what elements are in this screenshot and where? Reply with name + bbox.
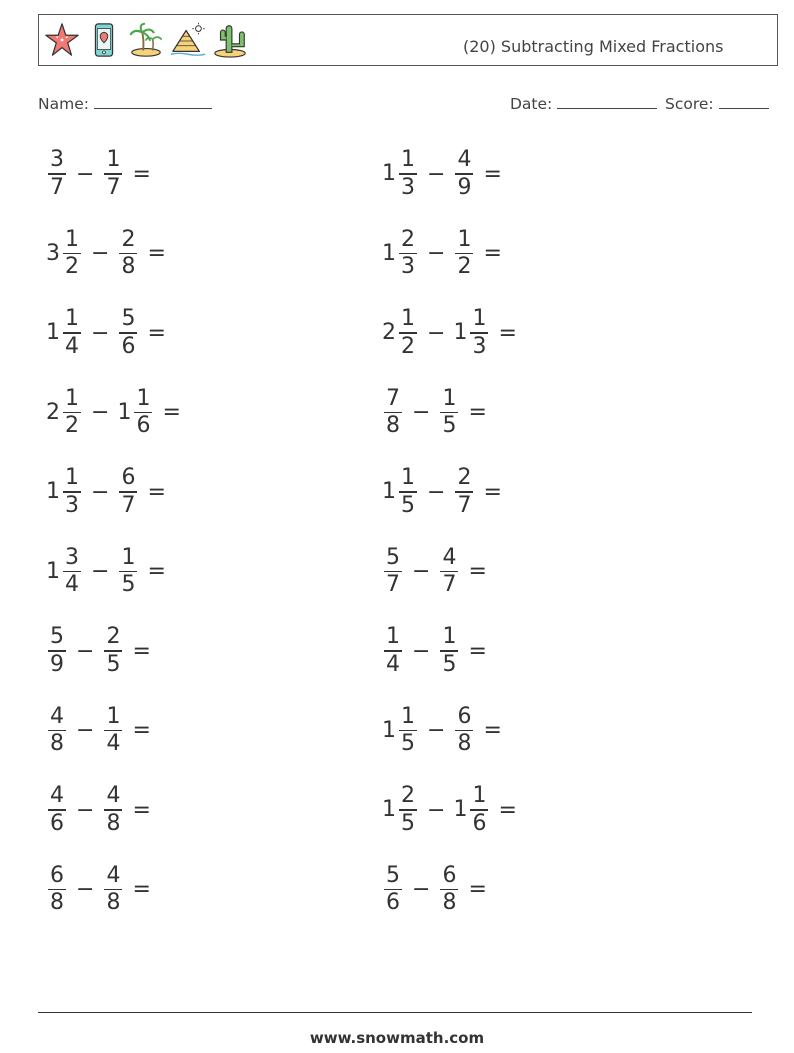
denominator: 8 bbox=[442, 890, 457, 916]
numerator: 7 bbox=[386, 385, 400, 411]
minus-sign: − bbox=[76, 161, 95, 187]
minus-sign: − bbox=[427, 161, 446, 187]
denominator: 4 bbox=[65, 333, 79, 359]
minus-sign: − bbox=[427, 241, 446, 266]
minus-sign: − bbox=[76, 638, 95, 664]
mixed-number bbox=[46, 863, 68, 916]
mixed-number bbox=[46, 545, 83, 598]
equals-sign: = bbox=[483, 479, 502, 505]
fraction bbox=[470, 306, 488, 359]
fraction bbox=[63, 465, 81, 518]
mixed-number bbox=[453, 465, 475, 518]
equals-sign: = bbox=[468, 877, 487, 902]
fraction bbox=[399, 306, 417, 359]
numerator: 1 bbox=[65, 465, 79, 491]
numerator: 6 bbox=[457, 703, 472, 729]
mixed-number bbox=[382, 624, 404, 677]
equals-sign: = bbox=[498, 320, 517, 346]
worksheet-title: (20) Subtracting Mixed Fractions bbox=[463, 37, 724, 56]
fraction bbox=[63, 545, 81, 598]
whole-part: 2 bbox=[46, 399, 60, 425]
numerator: 5 bbox=[386, 544, 400, 570]
denominator: 6 bbox=[121, 333, 136, 359]
denominator: 6 bbox=[472, 810, 487, 836]
denominator: 8 bbox=[50, 890, 64, 916]
minus-sign: − bbox=[427, 718, 446, 743]
fraction bbox=[384, 386, 402, 439]
whole-part: 1 bbox=[453, 320, 468, 346]
mixed-number bbox=[453, 227, 475, 280]
numerator: 1 bbox=[457, 226, 472, 252]
mixed-number bbox=[382, 306, 419, 359]
fraction bbox=[399, 147, 417, 200]
numerator: 3 bbox=[65, 544, 79, 570]
problem-item bbox=[382, 224, 502, 284]
denominator: 6 bbox=[386, 890, 400, 916]
fraction bbox=[470, 783, 488, 836]
mixed-number bbox=[382, 386, 404, 439]
mixed-number bbox=[46, 624, 68, 677]
mixed-number bbox=[382, 704, 419, 757]
whole-part: 1 bbox=[46, 558, 60, 584]
numerator: 4 bbox=[50, 703, 64, 729]
denominator: 5 bbox=[401, 810, 415, 836]
problem-item bbox=[46, 383, 181, 443]
numerator: 2 bbox=[457, 465, 472, 491]
whole-part: 1 bbox=[382, 240, 396, 266]
fraction bbox=[63, 227, 81, 280]
problem-item bbox=[46, 224, 166, 284]
denominator: 4 bbox=[386, 651, 400, 677]
whole-part: 2 bbox=[382, 320, 396, 346]
numerator: 1 bbox=[472, 783, 487, 809]
minus-sign: − bbox=[76, 718, 95, 743]
mixed-number bbox=[117, 465, 139, 518]
numerator: 5 bbox=[50, 624, 64, 650]
minus-sign: − bbox=[76, 877, 95, 902]
numerator: 1 bbox=[442, 385, 457, 411]
fraction bbox=[455, 704, 473, 757]
mixed-number bbox=[117, 545, 139, 598]
problem-item bbox=[46, 144, 151, 204]
minus-sign: − bbox=[412, 559, 431, 584]
score-field bbox=[665, 94, 769, 113]
mixed-number bbox=[46, 465, 83, 518]
date-label: Date: bbox=[510, 95, 553, 113]
denominator: 2 bbox=[65, 254, 79, 280]
mixed-number bbox=[46, 783, 68, 836]
fraction bbox=[399, 465, 417, 518]
denominator: 6 bbox=[136, 413, 151, 439]
mixed-number bbox=[453, 147, 475, 200]
denominator: 5 bbox=[442, 413, 457, 439]
footer-url: www.snowmath.com bbox=[309, 1029, 485, 1047]
fraction bbox=[399, 783, 417, 836]
equals-sign: = bbox=[147, 241, 166, 266]
cactus-icon bbox=[211, 21, 249, 59]
date-field bbox=[510, 94, 657, 113]
numerator: 5 bbox=[386, 862, 400, 888]
equals-sign: = bbox=[483, 241, 502, 266]
whole-part: 1 bbox=[46, 479, 60, 505]
numerator: 3 bbox=[50, 147, 64, 173]
denominator: 8 bbox=[106, 810, 121, 836]
denominator: 3 bbox=[401, 254, 415, 280]
problem-item bbox=[382, 542, 487, 602]
problem-item bbox=[382, 621, 487, 681]
equals-sign: = bbox=[147, 559, 166, 584]
mixed-number bbox=[117, 386, 154, 439]
fraction bbox=[384, 545, 402, 598]
mixed-number bbox=[102, 863, 124, 916]
mixed-number bbox=[102, 147, 124, 200]
footer-divider bbox=[38, 1012, 752, 1013]
minus-sign: − bbox=[427, 479, 446, 505]
denominator: 5 bbox=[401, 731, 415, 757]
denominator: 7 bbox=[457, 492, 472, 518]
numerator: 2 bbox=[401, 783, 415, 809]
problem-item bbox=[382, 860, 487, 920]
date-blank[interactable] bbox=[557, 94, 657, 109]
fraction bbox=[63, 306, 81, 359]
equals-sign: = bbox=[468, 638, 487, 664]
numerator: 1 bbox=[401, 306, 415, 332]
fraction bbox=[104, 704, 122, 757]
problem-item bbox=[46, 462, 166, 522]
denominator: 8 bbox=[457, 731, 472, 757]
fraction bbox=[104, 863, 122, 916]
denominator: 4 bbox=[65, 572, 79, 598]
numerator: 1 bbox=[386, 624, 400, 650]
fraction bbox=[455, 465, 473, 518]
denominator: 7 bbox=[106, 174, 121, 200]
whole-part: 3 bbox=[46, 240, 60, 266]
problem-item bbox=[382, 462, 502, 522]
numerator: 1 bbox=[472, 306, 487, 332]
fraction bbox=[440, 386, 458, 439]
mixed-number bbox=[382, 545, 404, 598]
worksheet-header bbox=[38, 14, 778, 66]
fraction bbox=[119, 306, 137, 359]
fraction bbox=[119, 545, 137, 598]
problem-item bbox=[382, 383, 487, 443]
problem-item bbox=[46, 303, 166, 363]
mixed-number bbox=[46, 386, 83, 439]
phone-location-icon bbox=[85, 21, 123, 59]
equals-sign: = bbox=[483, 718, 502, 743]
name-blank[interactable] bbox=[94, 94, 212, 109]
fraction bbox=[48, 624, 66, 677]
denominator: 3 bbox=[472, 333, 487, 359]
minus-sign: − bbox=[427, 320, 446, 346]
numerator: 1 bbox=[65, 306, 79, 332]
pyramid-icon bbox=[169, 21, 207, 59]
problem-item bbox=[382, 701, 502, 761]
starfish-icon bbox=[43, 21, 81, 59]
numerator: 4 bbox=[106, 862, 121, 888]
denominator: 9 bbox=[457, 174, 472, 200]
mixed-number bbox=[453, 704, 475, 757]
mixed-number bbox=[382, 465, 419, 518]
equals-sign: = bbox=[468, 400, 487, 425]
fraction bbox=[440, 624, 458, 677]
denominator: 2 bbox=[65, 413, 79, 439]
whole-part: 1 bbox=[117, 399, 132, 425]
numerator: 5 bbox=[121, 306, 136, 332]
equals-sign: = bbox=[483, 161, 502, 187]
mixed-number bbox=[102, 704, 124, 757]
mixed-number bbox=[382, 227, 419, 280]
mixed-number bbox=[46, 704, 68, 757]
whole-part: 1 bbox=[453, 797, 468, 823]
equals-sign: = bbox=[132, 877, 151, 902]
denominator: 7 bbox=[50, 174, 64, 200]
fraction bbox=[104, 624, 122, 677]
palm-island-icon bbox=[127, 21, 165, 59]
minus-sign: − bbox=[76, 797, 95, 823]
numerator: 1 bbox=[106, 147, 121, 173]
numerator: 1 bbox=[401, 703, 415, 729]
name-label: Name: bbox=[38, 95, 89, 113]
minus-sign: − bbox=[427, 797, 446, 823]
numerator: 4 bbox=[442, 544, 457, 570]
mixed-number bbox=[117, 227, 139, 280]
denominator: 2 bbox=[401, 333, 415, 359]
mixed-number bbox=[46, 147, 68, 200]
equals-sign: = bbox=[468, 559, 487, 584]
fraction bbox=[399, 227, 417, 280]
denominator: 5 bbox=[121, 572, 136, 598]
mixed-number bbox=[382, 783, 419, 836]
fraction bbox=[440, 863, 458, 916]
whole-part: 1 bbox=[382, 717, 396, 743]
minus-sign: − bbox=[91, 559, 110, 584]
minus-sign: − bbox=[91, 400, 110, 425]
fraction bbox=[48, 147, 66, 200]
denominator: 8 bbox=[106, 890, 121, 916]
numerator: 1 bbox=[401, 147, 415, 173]
denominator: 8 bbox=[386, 413, 400, 439]
denominator: 8 bbox=[121, 254, 136, 280]
denominator: 2 bbox=[457, 254, 472, 280]
numerator: 1 bbox=[401, 465, 415, 491]
numerator: 2 bbox=[106, 624, 121, 650]
score-blank[interactable] bbox=[719, 94, 769, 109]
numerator: 2 bbox=[401, 226, 415, 252]
fraction bbox=[48, 704, 66, 757]
fraction bbox=[104, 783, 122, 836]
problem-item bbox=[382, 144, 502, 204]
problem-item bbox=[46, 780, 151, 840]
denominator: 5 bbox=[442, 651, 457, 677]
mixed-number bbox=[382, 147, 419, 200]
fraction bbox=[455, 227, 473, 280]
numerator: 1 bbox=[106, 703, 121, 729]
denominator: 8 bbox=[50, 731, 64, 757]
mixed-number bbox=[438, 863, 460, 916]
minus-sign: − bbox=[91, 479, 110, 505]
fraction bbox=[440, 545, 458, 598]
score-label: Score: bbox=[665, 95, 714, 113]
mixed-number bbox=[453, 783, 490, 836]
fraction bbox=[119, 227, 137, 280]
denominator: 5 bbox=[106, 651, 121, 677]
mixed-number bbox=[438, 624, 460, 677]
denominator: 3 bbox=[65, 492, 79, 518]
minus-sign: − bbox=[91, 241, 110, 266]
fraction bbox=[455, 147, 473, 200]
equals-sign: = bbox=[132, 161, 151, 187]
denominator: 5 bbox=[401, 492, 415, 518]
mixed-number bbox=[117, 306, 139, 359]
fraction bbox=[48, 863, 66, 916]
equals-sign: = bbox=[132, 638, 151, 664]
mixed-number bbox=[102, 624, 124, 677]
problem-item bbox=[46, 542, 166, 602]
equals-sign: = bbox=[147, 320, 166, 346]
numerator: 6 bbox=[50, 862, 64, 888]
mixed-number bbox=[46, 306, 83, 359]
mixed-number bbox=[46, 227, 83, 280]
denominator: 7 bbox=[121, 492, 136, 518]
equals-sign: = bbox=[132, 718, 151, 743]
mixed-number bbox=[438, 545, 460, 598]
equals-sign: = bbox=[147, 479, 166, 505]
denominator: 6 bbox=[50, 810, 64, 836]
problem-item bbox=[382, 303, 517, 363]
mixed-number bbox=[102, 783, 124, 836]
numerator: 1 bbox=[65, 226, 79, 252]
minus-sign: − bbox=[412, 638, 431, 664]
denominator: 7 bbox=[386, 572, 400, 598]
minus-sign: − bbox=[91, 320, 110, 346]
numerator: 4 bbox=[50, 783, 64, 809]
denominator: 3 bbox=[401, 174, 415, 200]
equals-sign: = bbox=[162, 400, 181, 425]
header-icons bbox=[43, 21, 249, 61]
name-field bbox=[38, 94, 212, 113]
numerator: 4 bbox=[457, 147, 472, 173]
fraction bbox=[119, 465, 137, 518]
denominator: 7 bbox=[442, 572, 457, 598]
denominator: 4 bbox=[106, 731, 121, 757]
whole-part: 1 bbox=[382, 479, 396, 505]
problem-item bbox=[46, 860, 151, 920]
fraction bbox=[384, 624, 402, 677]
equals-sign: = bbox=[498, 797, 517, 823]
mixed-number bbox=[438, 386, 460, 439]
fraction bbox=[63, 386, 81, 439]
numerator: 6 bbox=[121, 465, 136, 491]
whole-part: 1 bbox=[382, 161, 396, 187]
numerator: 4 bbox=[106, 783, 121, 809]
equals-sign: = bbox=[132, 797, 151, 823]
numerator: 6 bbox=[442, 862, 457, 888]
minus-sign: − bbox=[412, 400, 431, 425]
fraction bbox=[104, 147, 122, 200]
numerator: 1 bbox=[136, 385, 151, 411]
fraction bbox=[384, 863, 402, 916]
denominator: 9 bbox=[50, 651, 64, 677]
problem-item bbox=[46, 701, 151, 761]
mixed-number bbox=[453, 306, 490, 359]
minus-sign: − bbox=[412, 877, 431, 902]
fraction bbox=[48, 783, 66, 836]
numerator: 1 bbox=[121, 544, 136, 570]
problem-item bbox=[382, 780, 517, 840]
numerator: 2 bbox=[121, 226, 136, 252]
whole-part: 1 bbox=[382, 797, 396, 823]
whole-part: 1 bbox=[46, 320, 60, 346]
fraction bbox=[399, 704, 417, 757]
numerator: 1 bbox=[65, 385, 79, 411]
fraction bbox=[134, 386, 152, 439]
problem-item bbox=[46, 621, 151, 681]
mixed-number bbox=[382, 863, 404, 916]
numerator: 1 bbox=[442, 624, 457, 650]
